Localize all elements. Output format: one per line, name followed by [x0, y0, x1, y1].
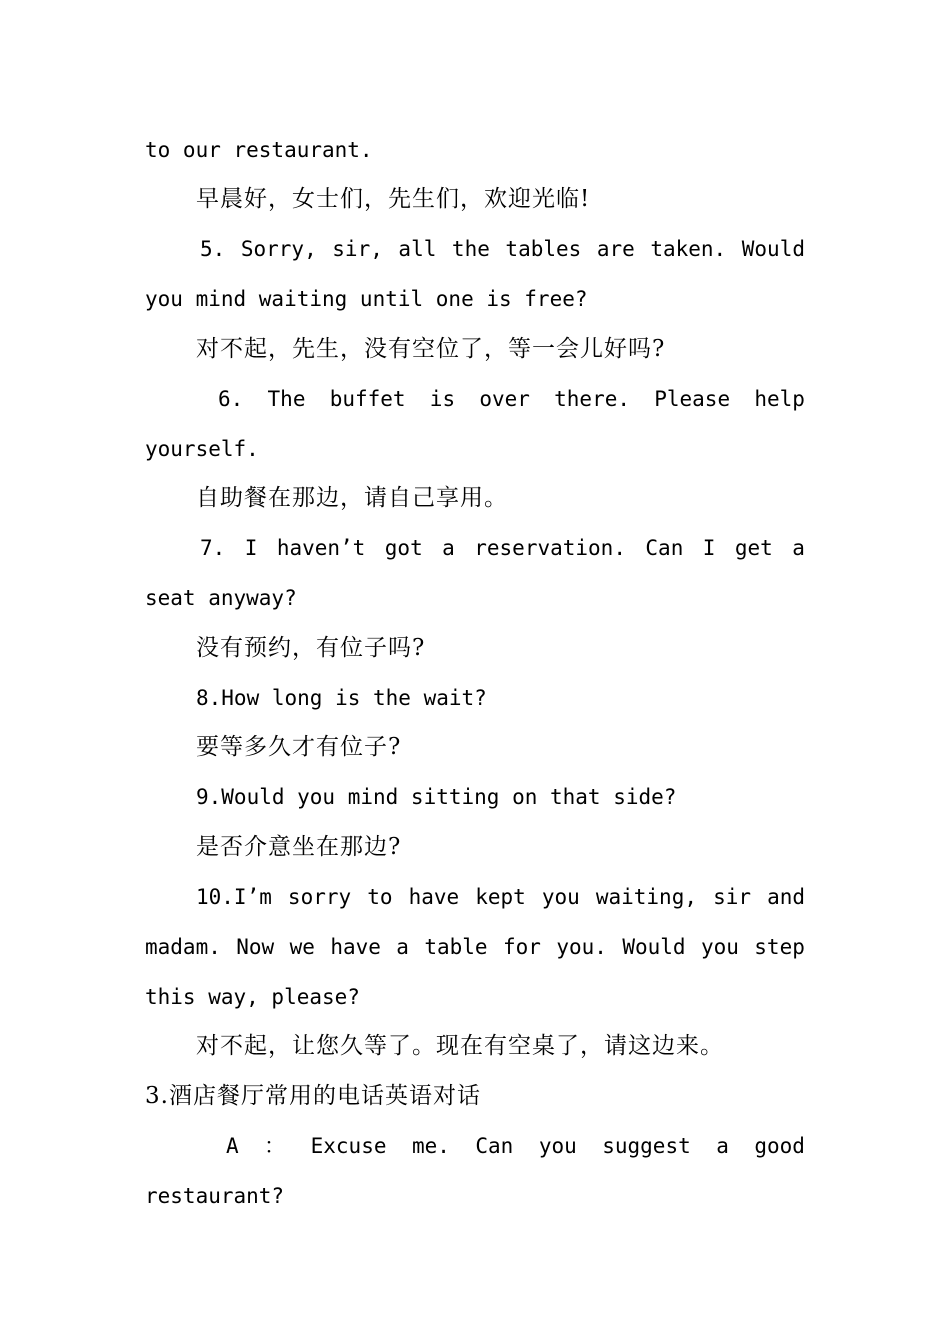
- word: have: [408, 885, 460, 909]
- word: you: [538, 1134, 577, 1158]
- word: kept: [475, 885, 526, 909]
- word: Can: [475, 1134, 514, 1158]
- sentence-8: 8.How long is the wait?: [196, 686, 487, 710]
- word: 10.I’m: [196, 885, 272, 909]
- sentence-10-line-1: [196, 882, 805, 912]
- chinese-translation: 对不起，先生，没有空位了，等一会儿好吗?: [196, 336, 666, 362]
- chinese-translation: 要等多久才有位子?: [196, 734, 402, 760]
- word: have: [330, 935, 381, 959]
- chinese-translation: 自助餐在那边，请自己享用。: [196, 485, 508, 511]
- word: over: [479, 387, 530, 411]
- word: The: [267, 387, 306, 411]
- word: Please: [654, 387, 731, 411]
- word: Now: [236, 935, 275, 959]
- word: buffet: [329, 387, 406, 411]
- word: good: [754, 1134, 805, 1158]
- word: Sorry,: [240, 237, 317, 261]
- word: 7.: [200, 536, 226, 560]
- chinese-translation: 早晨好，女士们，先生们，欢迎光临!: [196, 186, 591, 212]
- word: and: [767, 885, 805, 909]
- word: Would: [622, 935, 686, 959]
- word: sorry: [287, 885, 352, 909]
- sentence-10-line-3: this way, please?: [145, 985, 360, 1009]
- word: 5.: [200, 237, 226, 261]
- sentence-5-line-2: you mind waiting until one is free?: [145, 287, 588, 311]
- sentence-9: 9.Would you mind sitting on that side?: [196, 785, 677, 809]
- word: I: [244, 536, 258, 560]
- word: we: [289, 935, 315, 959]
- word: there.: [554, 387, 630, 411]
- word: Would: [741, 237, 805, 261]
- word: a: [716, 1134, 729, 1158]
- word: Excuse: [310, 1134, 387, 1158]
- word: are: [596, 237, 635, 261]
- word: step: [754, 935, 805, 959]
- word: reservation.: [474, 536, 626, 560]
- word: is: [429, 387, 456, 411]
- word: taken.: [650, 237, 727, 261]
- word: haven’t: [276, 536, 366, 560]
- word: waiting,: [595, 885, 697, 909]
- chinese-translation: 没有预约，有位子吗?: [196, 635, 426, 661]
- section-heading: 3.酒店餐厅常用的电话英语对话: [145, 1083, 481, 1109]
- word: for: [502, 935, 541, 959]
- word: ：: [264, 1134, 286, 1158]
- word: table: [424, 935, 488, 959]
- word: Can: [645, 536, 684, 560]
- sentence-5-line-1: [200, 234, 805, 264]
- word: got: [384, 536, 423, 560]
- chinese-translation: 对不起，让您久等了。现在有空桌了，请这边来。: [196, 1033, 724, 1059]
- word: a: [792, 536, 805, 560]
- word: me.: [411, 1134, 450, 1158]
- sentence-7-line-1: [200, 533, 805, 563]
- word: suggest: [602, 1134, 691, 1158]
- word: a: [442, 536, 455, 560]
- word: get: [734, 536, 773, 560]
- word: I: [702, 536, 716, 560]
- sentence-7-line-2: seat anyway?: [145, 586, 297, 610]
- sentence-6-line-2: yourself.: [145, 437, 259, 461]
- text-line: to our restaurant.: [145, 138, 373, 162]
- word: you.: [556, 935, 607, 959]
- dialogue-a-line-2: restaurant?: [145, 1184, 285, 1208]
- word: a: [396, 935, 409, 959]
- word: all: [398, 237, 437, 261]
- word: the: [451, 237, 490, 261]
- dialogue-a-line-1: [226, 1131, 805, 1161]
- word: you: [541, 885, 580, 909]
- word: sir,: [332, 237, 383, 261]
- word: A: [226, 1134, 239, 1158]
- word: madam.: [145, 935, 221, 959]
- chinese-translation: 是否介意坐在那边?: [196, 834, 402, 860]
- word: sir: [713, 885, 751, 909]
- word: 6.: [218, 387, 244, 411]
- word: you: [700, 935, 739, 959]
- sentence-6-line-1: [218, 384, 805, 414]
- word: tables: [505, 237, 582, 261]
- word: to: [367, 885, 393, 909]
- word: help: [754, 387, 805, 411]
- sentence-10-line-2: [145, 932, 805, 962]
